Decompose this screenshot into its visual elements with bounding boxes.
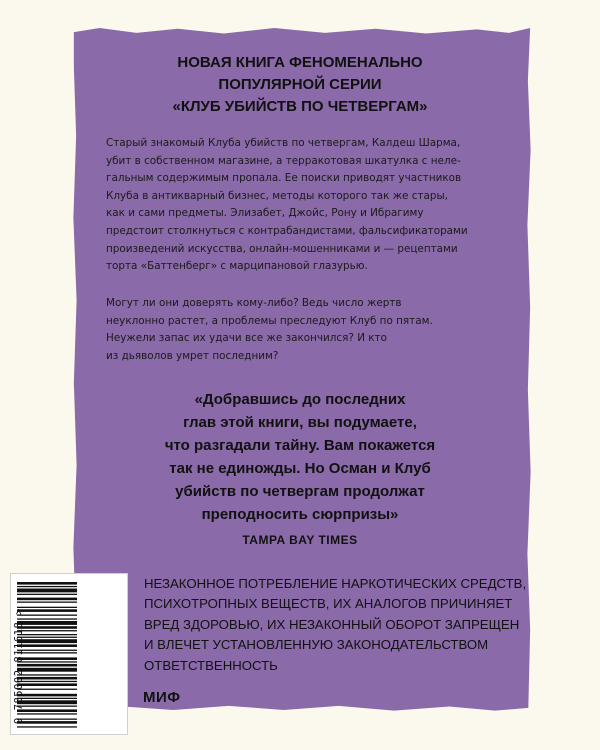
quote-line: так не единожды. Но Осман и Клуб — [169, 460, 431, 477]
barcode-bar — [17, 726, 77, 727]
cover-heading — [110, 52, 490, 118]
quote-line: убийств по четвергам продолжат — [175, 483, 425, 500]
description-line: произведений искусства, онлайн-мошенниками и — рецептами — [106, 242, 458, 255]
warning-line: ПСИХОТРОПНЫХ ВЕЩЕСТВ, ИХ АНАЛОГОВ ПРИЧИНЯЕТ — [144, 596, 513, 612]
quote-source: TAMPA BAY TIMES — [242, 533, 358, 547]
publisher-logo: МИФ — [143, 689, 181, 706]
description-paragraph-1 — [106, 135, 506, 276]
review-quote — [110, 388, 490, 526]
isbn-barcode — [10, 573, 128, 735]
heading-line: НОВАЯ КНИГА ФЕНОМЕНАЛЬНО — [177, 54, 423, 71]
description-line: гальным содержимым пропала. Ее поиски приводят участников — [106, 172, 462, 185]
quote-line: глав этой книги, вы подумаете, — [183, 414, 417, 431]
barcode-digits: 9 785002 811618 > — [13, 608, 25, 724]
description-line: неуклонно растет, а проблемы преследуют Клуб по пятам. — [106, 314, 433, 327]
description-paragraph-2 — [106, 295, 506, 365]
warning-line: ОТВЕТСТВЕННОСТЬ — [144, 657, 278, 673]
legal-warning — [144, 574, 532, 676]
warning-line: И ВЛЕЧЕТ УСТАНОВЛЕННУЮ ЗАКОНОДАТЕЛЬСТВОМ — [144, 637, 489, 653]
description-line: торта «Баттенберг» с марципановой глазурью. — [106, 260, 368, 273]
quote-line: что разгадали тайну. Вам покажется — [164, 437, 436, 454]
description-line: Могут ли они доверять кому-либо? Ведь число жертв — [106, 297, 402, 309]
description-line: Неужели запас их удачи все же закончился? И кто — [106, 332, 387, 345]
description-line: Клуба в антикварный бизнес, методы которого так же стары, — [106, 189, 448, 202]
quote-line: «Добравшись до последних — [194, 391, 406, 408]
heading-line: «КЛУБ УБИЙСТВ ПО ЧЕТВЕРГАМ» — [172, 98, 428, 115]
description-line: предстоит столкнуться с контрабандистами, фальсификаторами — [106, 224, 468, 237]
description-line: Старый знакомый Клуба убийств по четвергам, Калдеш Шарма, — [106, 137, 461, 149]
description-line: из дьяволов умрет последним? — [106, 349, 279, 362]
description-line: как и сами предметы. Элизабет, Джойс, Рону и Ибрагиму — [106, 207, 424, 220]
description-line: убит в собственном магазине, а терракотовая шкатулка с неле- — [106, 154, 461, 167]
warning-line: НЕЗАКОННОЕ ПОТРЕБЛЕНИЕ НАРКОТИЧЕСКИХ СРЕДСТВ, — [144, 576, 527, 591]
heading-line: ПОПУЛЯРНОЙ СЕРИИ — [218, 76, 382, 93]
quote-line: преподносить сюрпризы» — [201, 506, 399, 523]
warning-line: ВРЕД ЗДОРОВЬЮ, ИХ НЕЗАКОННЫЙ ОБОРОТ ЗАПРЕЩЕН — [144, 616, 520, 632]
